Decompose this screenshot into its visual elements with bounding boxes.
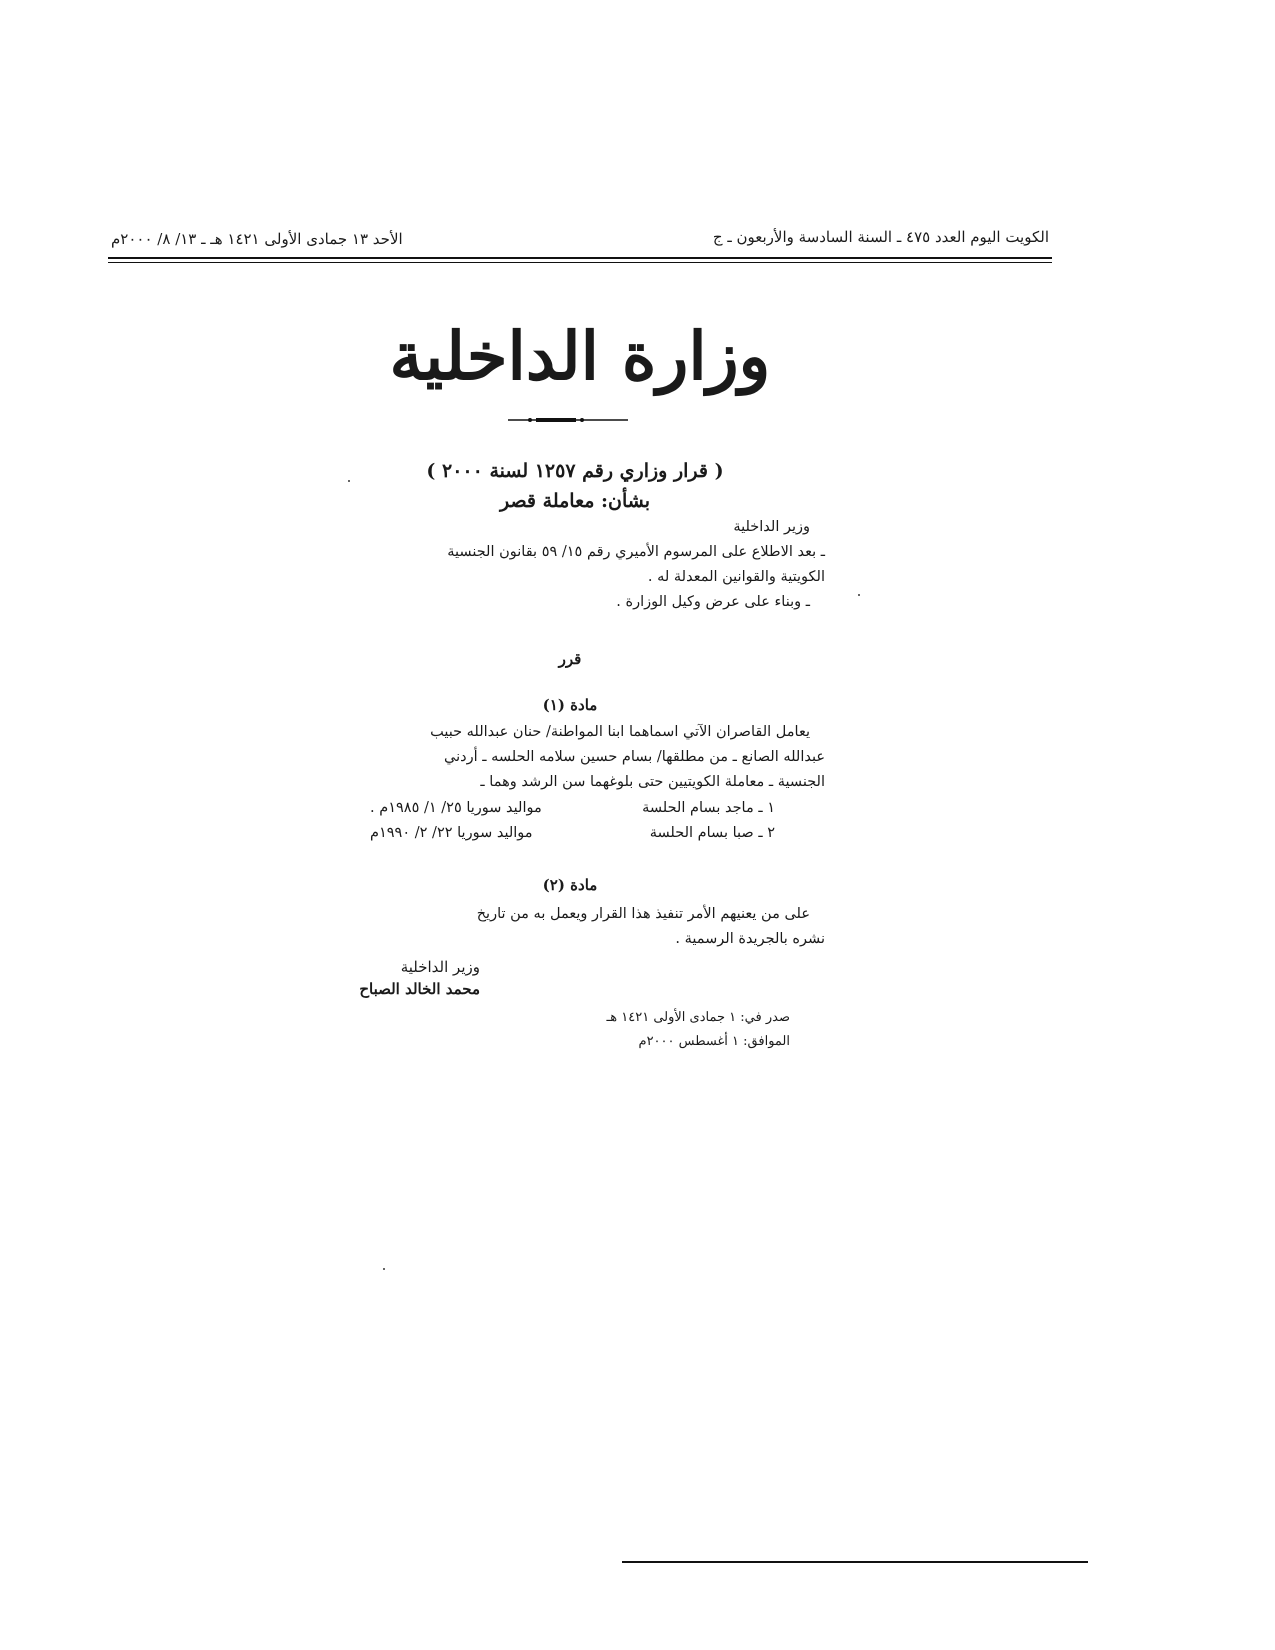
header-rule-thick bbox=[108, 257, 1052, 259]
header-rule-thin bbox=[108, 262, 1052, 263]
article-line: على من يعنيهم الأمر تنفيذ هذا القرار ويعمل به من تاريخ bbox=[476, 906, 810, 922]
article-1-body bbox=[350, 720, 825, 795]
decided-heading: قرر bbox=[558, 650, 582, 668]
recital-line: الكويتية والقوانين المعدلة له . bbox=[647, 569, 825, 585]
article-2-heading: مادة (٢) bbox=[542, 876, 598, 894]
issued-hijri: صدر في: ١ جمادى الأولى ١٤٢١ هـ bbox=[606, 1010, 790, 1025]
scan-speck bbox=[858, 594, 860, 596]
decision-title bbox=[360, 456, 790, 516]
list-item bbox=[370, 796, 775, 821]
minor-name: ٢ ـ صبا بسام الحلسة bbox=[649, 825, 775, 841]
signature-role: وزير الداخلية bbox=[400, 958, 480, 976]
recital-line: ـ بعد الاطلاع على المرسوم الأميري رقم ١٥/ ٥٩ بقانون الجنسية bbox=[447, 544, 825, 560]
issuer-line: وزير الداخلية bbox=[733, 519, 810, 535]
scan-speck bbox=[348, 480, 350, 482]
ministry-masthead: وزارة الداخلية bbox=[389, 317, 771, 395]
minors-list bbox=[370, 796, 775, 846]
decision-number: ( قرار وزاري رقم ١٢٥٧ لسنة ٢٠٠٠ ) bbox=[426, 460, 724, 482]
issued-block bbox=[580, 1006, 790, 1054]
minor-name: ١ ـ ماجد بسام الحلسة bbox=[642, 800, 775, 816]
issued-gregorian: الموافق: ١ أغسطس ٢٠٠٠م bbox=[638, 1034, 790, 1049]
article-line: الجنسية ـ معاملة الكويتيين حتى بلوغهما سن الرشد وهما ـ bbox=[480, 774, 825, 790]
preamble bbox=[350, 515, 825, 615]
recital-line: ـ وبناء على عرض وكيل الوزارة . bbox=[616, 594, 810, 610]
minor-birth: مواليد سوريا ٢٢/ ٢/ ١٩٩٠م bbox=[370, 825, 533, 841]
list-item bbox=[370, 821, 775, 846]
signature-name: محمد الخالد الصباح bbox=[359, 980, 480, 998]
ornament-divider bbox=[508, 416, 628, 424]
issue-date: الأحد ١٣ جمادى الأولى ١٤٢١ هـ ـ ١٣/ ٨/ ٢٠٠٠م bbox=[111, 230, 403, 248]
scan-speck bbox=[383, 1268, 385, 1270]
decision-subject: بشأن: معاملة قصر bbox=[499, 490, 651, 512]
article-line: عبدالله الصانع ـ من مطلقها/ بسام حسين سلامه الحلسه ـ أردني bbox=[444, 749, 825, 765]
publication-header: الكويت اليوم العدد ٤٧٥ ـ السنة السادسة والأربعون ـ ج bbox=[712, 228, 1049, 246]
article-1-heading: مادة (١) bbox=[542, 696, 598, 714]
article-line: يعامل القاصران الآتي اسماهما ابنا المواطنة/ حنان عبدالله حبيب bbox=[430, 724, 810, 740]
footer-rule bbox=[622, 1561, 1088, 1563]
article-line: نشره بالجريدة الرسمية . bbox=[675, 931, 825, 947]
minor-birth: مواليد سوريا ٢٥/ ١/ ١٩٨٥م . bbox=[370, 800, 542, 816]
article-2-body bbox=[350, 902, 825, 952]
